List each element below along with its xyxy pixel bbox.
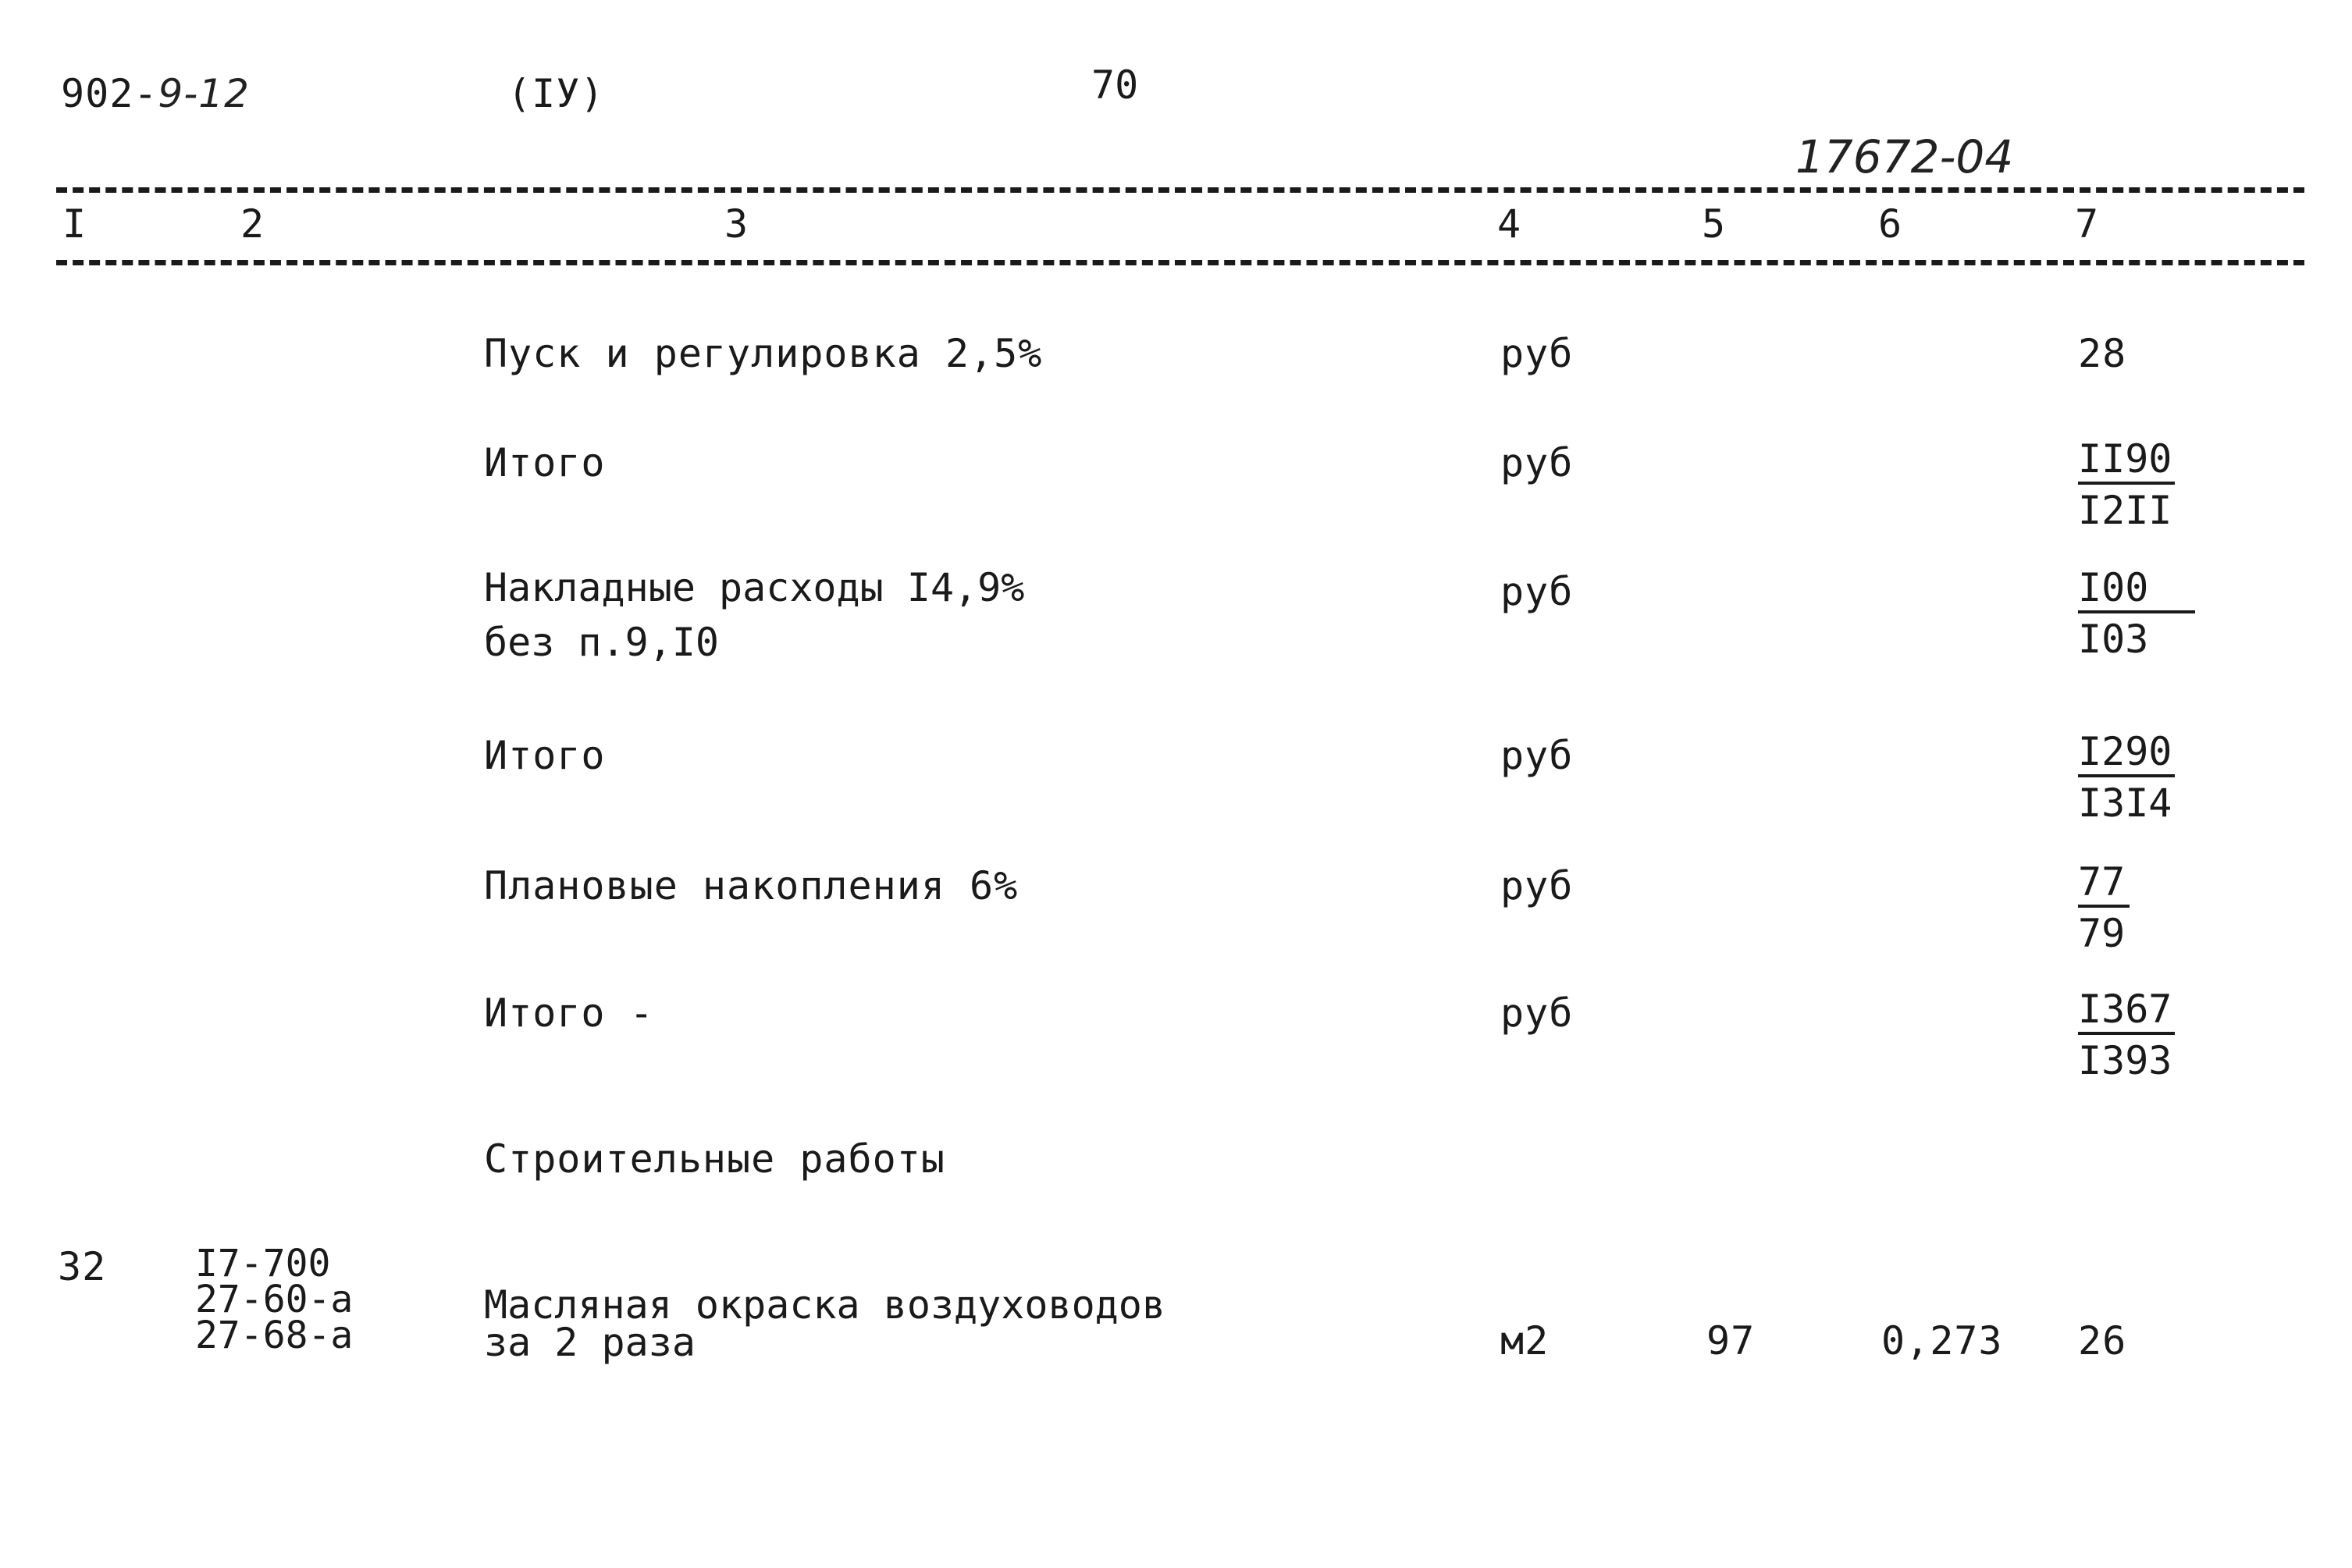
item-description: [484, 1282, 1165, 1365]
page-number: 70: [1091, 62, 1139, 108]
column-header-1: I: [62, 201, 87, 247]
row-3-value: [2078, 565, 2195, 662]
row-2-value: [2078, 436, 2175, 533]
handwritten-number: 17672-04: [1795, 130, 2014, 183]
item-code-1: I7-700: [195, 1242, 331, 1285]
row-2-value-top: II90: [2078, 439, 2175, 485]
row-4-value-top: I290: [2078, 732, 2175, 777]
row-3-unit: руб: [1500, 569, 1574, 614]
row-1-unit: руб: [1500, 331, 1574, 376]
column-header-3: 3: [724, 201, 749, 247]
row-5-value: [2078, 859, 2130, 956]
item-description-line-2: за 2 раза: [484, 1320, 696, 1365]
row-6-description: Итого -: [484, 990, 654, 1036]
document-code-prefix: 902-: [61, 71, 158, 116]
row-6-value-bottom: I393: [2078, 1038, 2172, 1083]
item-unit: м2: [1500, 1318, 1550, 1364]
column-header-4: 4: [1497, 201, 1522, 247]
row-5-unit: руб: [1500, 863, 1574, 908]
row-1-value: 28: [2078, 331, 2127, 376]
row-5-value-bottom: 79: [2078, 911, 2126, 956]
row-3-description: [484, 560, 1024, 670]
row-6-unit: руб: [1500, 990, 1574, 1036]
column-header-2: 2: [240, 201, 265, 247]
row-2-value-bottom: I2II: [2078, 488, 2172, 533]
row-6-value-top: I367: [2078, 990, 2175, 1035]
column-header-6: 6: [1878, 201, 1903, 247]
item-quantity: 97: [1706, 1318, 1756, 1364]
item-price: 0,273: [1881, 1318, 2003, 1364]
row-3-value-top: I00: [2078, 568, 2195, 613]
column-header-5: 5: [1702, 201, 1727, 247]
column-header-7: 7: [2075, 201, 2100, 247]
item-total: 26: [2078, 1318, 2127, 1364]
row-3-description-line-2: без п.9,I0: [484, 620, 720, 665]
row-4-unit: руб: [1500, 733, 1574, 778]
row-2-unit: руб: [1500, 440, 1574, 485]
row-6-value: [2078, 987, 2175, 1083]
document-code: [61, 71, 250, 116]
item-code-3: 27-68-а: [195, 1314, 354, 1357]
row-5-value-top: 77: [2078, 862, 2130, 908]
section-title: Строительные работы: [484, 1136, 945, 1182]
item-codes: [195, 1242, 354, 1357]
row-1-description: Пуск и регулировка 2,5%: [484, 331, 1043, 376]
item-number: 32: [58, 1244, 107, 1289]
row-2-description: Итого: [484, 440, 606, 485]
item-description-line-1: Масляная окраска воздуховодов: [484, 1282, 1165, 1328]
row-4-value-bottom: I3I4: [2078, 780, 2172, 826]
item-code-2: 27-60-а: [195, 1278, 354, 1321]
row-4-value: [2078, 729, 2175, 826]
row-4-description: Итого: [484, 733, 606, 778]
header-dashed-line-top: [56, 187, 2304, 193]
document-code-handwritten: 9-12: [158, 71, 250, 116]
document-part: (IУ): [507, 71, 605, 116]
row-3-description-line-1: Накладные расходы I4,9%: [484, 565, 1025, 610]
row-5-description: Плановые накопления 6%: [484, 863, 1019, 908]
row-3-value-bottom: I03: [2078, 617, 2149, 662]
header-dashed-line-bottom: [56, 260, 2304, 265]
